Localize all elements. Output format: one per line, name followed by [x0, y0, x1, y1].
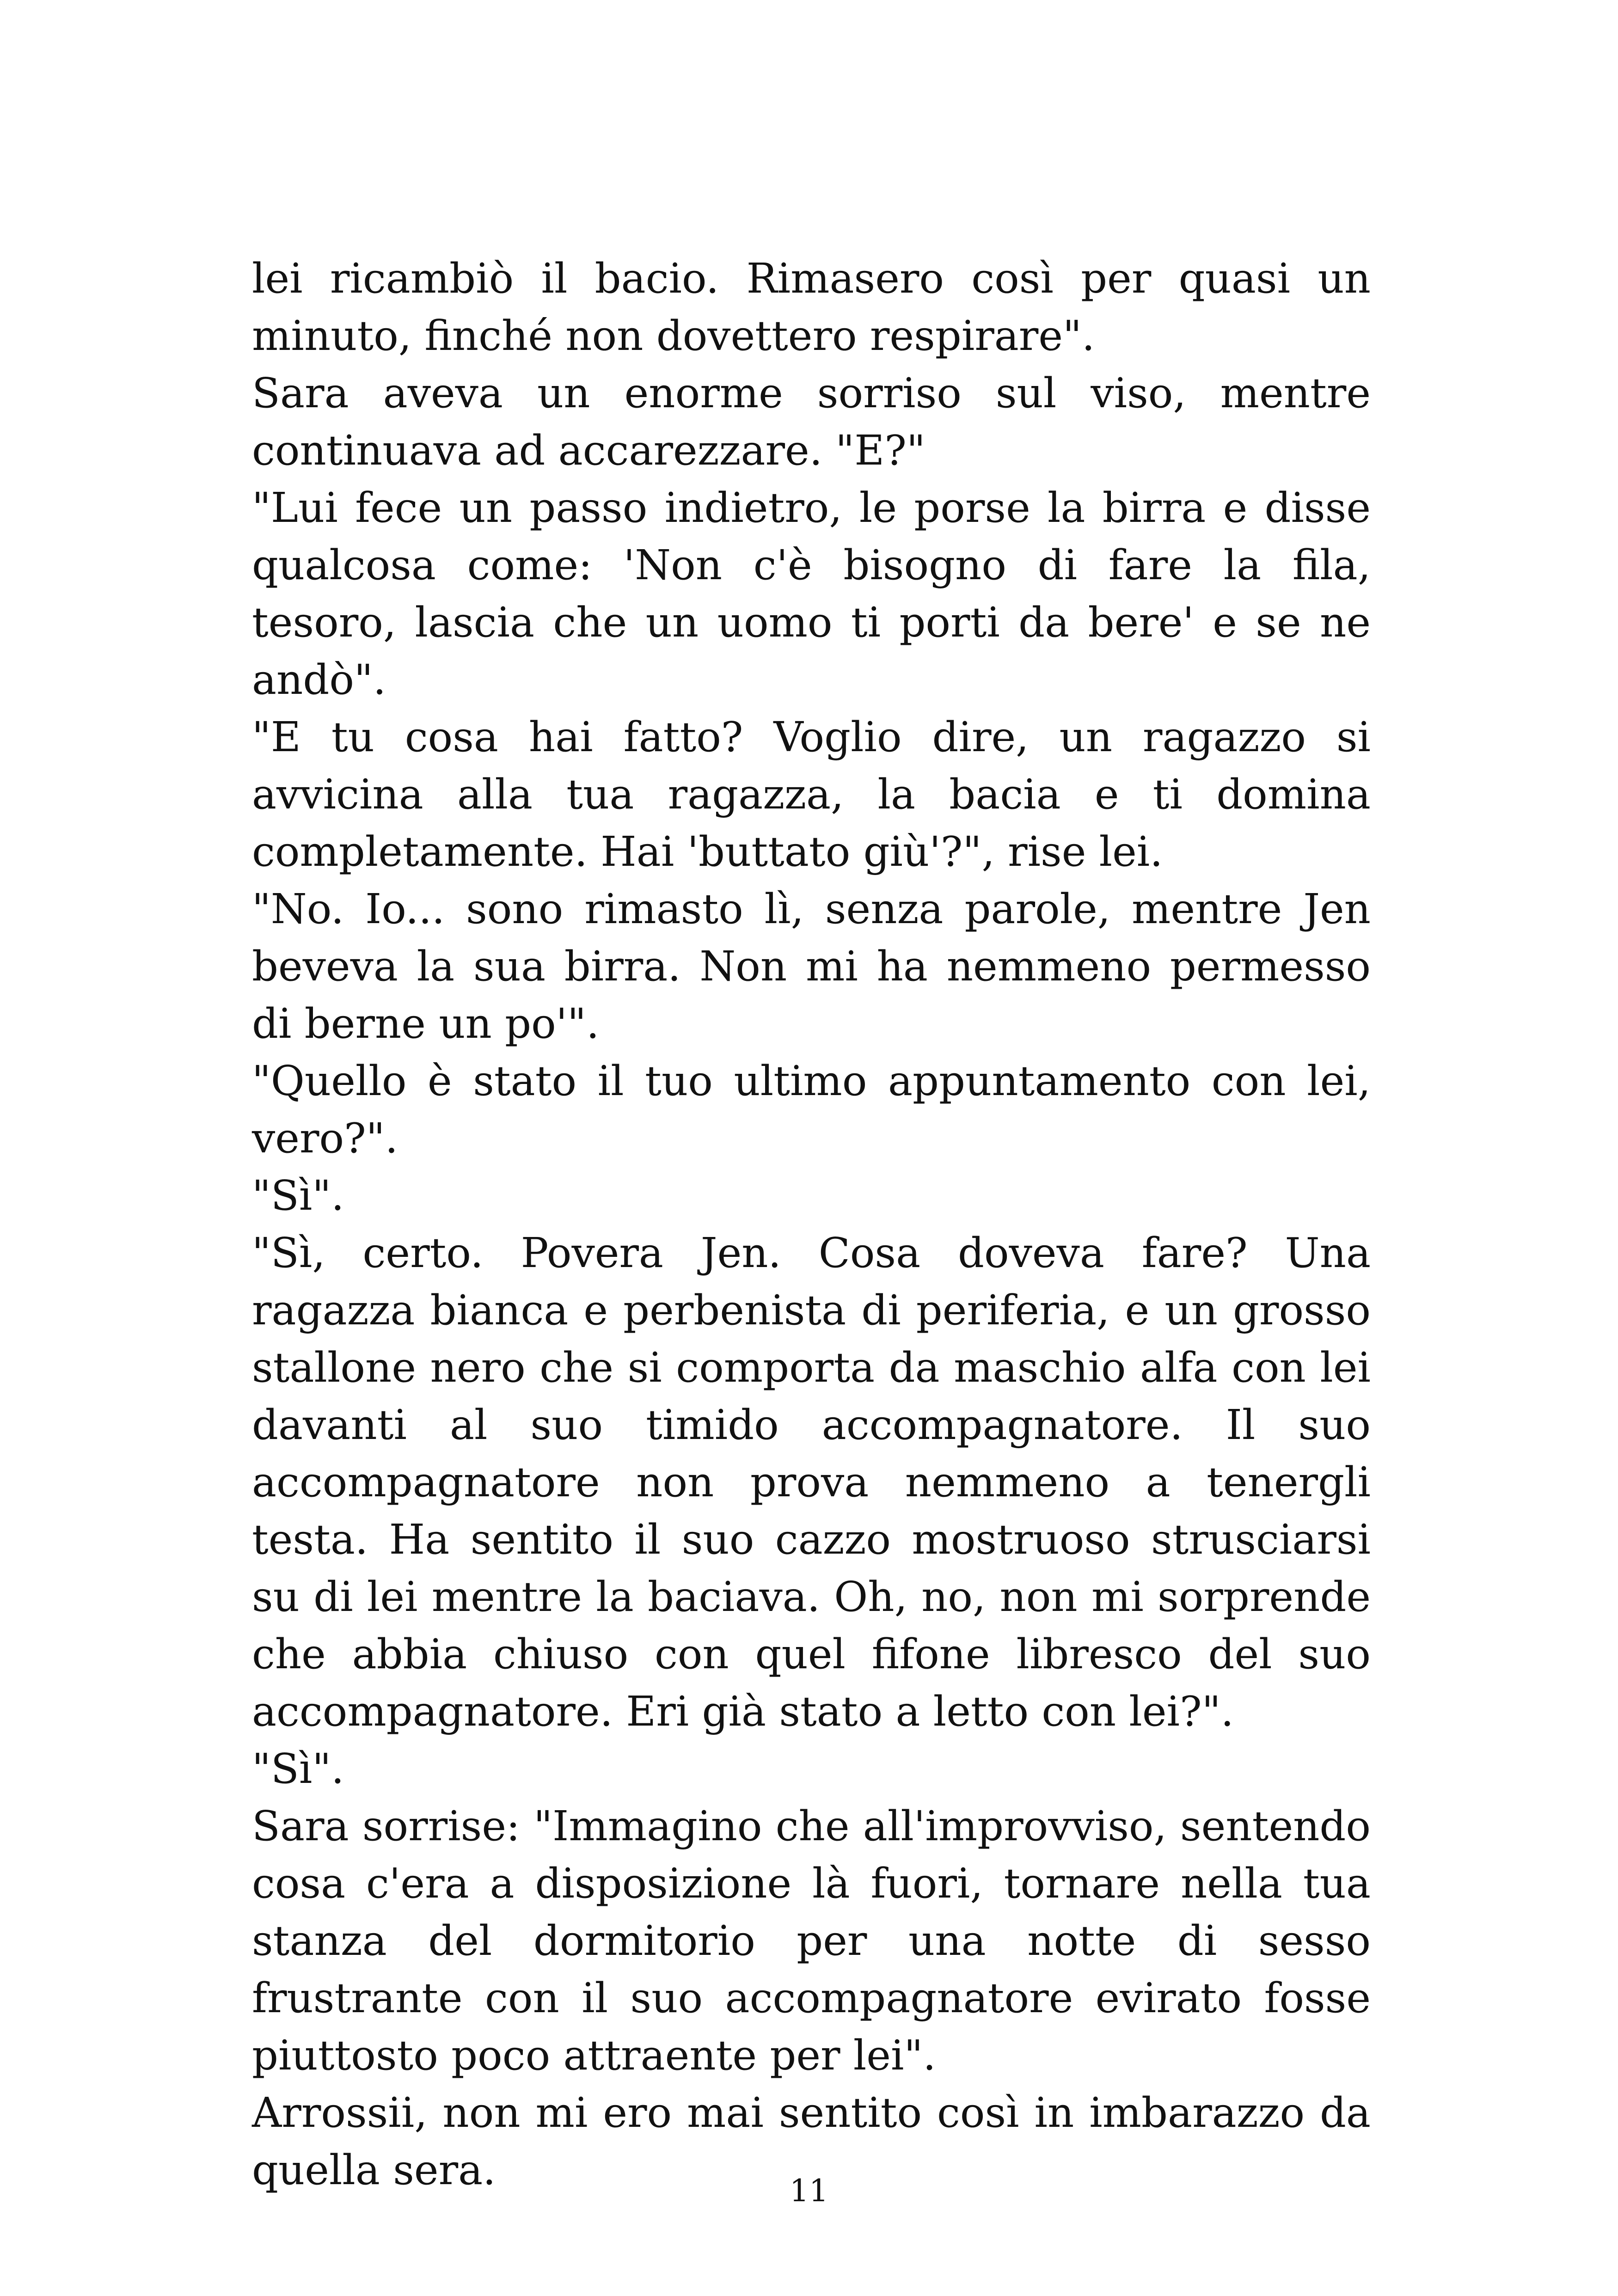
paragraph: lei ricambiò il bacio. Rimasero così per quasi un minuto, finché non dovettero respirare".: [252, 254, 1371, 360]
paragraph: Sara aveva un enorme sorriso sul viso, mentre continuava ad accarezzare. "E?": [252, 369, 1371, 474]
page-body: [252, 250, 1371, 2198]
paragraph: "Sì, certo. Povera Jen. Cosa doveva fare? Una ragazza bianca e perbenista di periferia, e un grosso stallone nero che si comporta da maschio alfa con lei davanti al suo timido accompagnatore. Il suo accompagnatore non prova nemmeno a tenergli testa. Ha sentito il suo cazzo mostruoso strusciarsi su di lei mentre la baciava. Oh, no, non mi sorprende che abbia chiuso con quel fifone libresco del suo accompagnatore. Eri già stato a letto con lei?".: [252, 1229, 1371, 1735]
paragraph: "Sì".: [252, 1745, 344, 1793]
paragraph: Sara sorrise: "Immagino che all'improvviso, sentendo cosa c'era a disposizione là fuori, tornare nella tua stanza del dormitorio per una notte di sesso frustrante con il suo accompagnatore evirato fosse piuttosto poco attraente per lei".: [252, 1802, 1371, 2079]
paragraph: "Quello è stato il tuo ultimo appuntamento con lei, vero?".: [252, 1057, 1371, 1162]
paragraph: "E tu cosa hai fatto? Voglio dire, un ragazzo si avvicina alla tua ragazza, la bacia e ti domina completamente. Hai 'buttato giù'?", rise lei.: [252, 713, 1371, 876]
page-number: 11: [790, 2173, 828, 2209]
paragraph: "No. Io... sono rimasto lì, senza parole, mentre Jen beveva la sua birra. Non mi ha nemmeno permesso di berne un po'".: [252, 885, 1371, 1047]
paragraph: "Sì".: [252, 1171, 344, 1219]
paragraph: "Lui fece un passo indietro, le porse la birra e disse qualcosa come: 'Non c'è bisogno di fare la fila, tesoro, lascia che un uomo ti porti da bere' e se ne andò".: [252, 484, 1371, 704]
paragraph: Arrossii, non mi ero mai sentito così in imbarazzo da quella sera.: [252, 2088, 1371, 2194]
